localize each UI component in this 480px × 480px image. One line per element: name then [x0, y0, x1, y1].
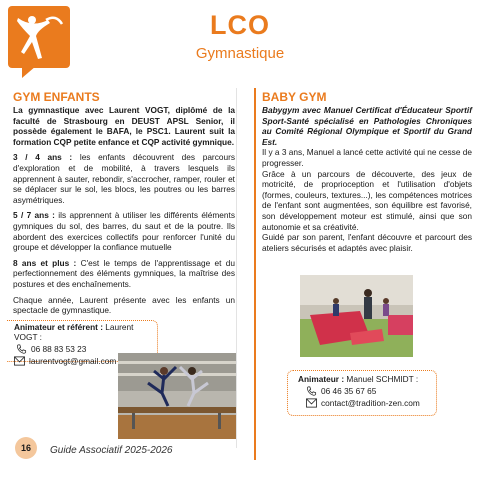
contact-name: Laurent VOGT :: [14, 322, 134, 342]
baby-p3: Guidé par son parent, l'enfant découvre et parcourt des ateliers sécurisés et adaptés avec plaisir.: [262, 232, 472, 253]
mail-icon: [306, 398, 317, 408]
mail-icon: [14, 356, 25, 366]
guide-footer: Guide Associatif 2025-2026: [50, 445, 173, 456]
photo-gymnasts-beam: [118, 353, 236, 439]
age-text-5-7: ils apprennent à utiliser les différents éléments gymniques du sol, des barres, du saut et de la poutre. Ils abordent des exercices collectifs pour renforcer l'unité du groupe et développer la confiance mutuelle: [13, 210, 235, 253]
gym-enfants-text: [13, 105, 235, 321]
contact-box-manuel: [287, 370, 437, 416]
page-subtitle: Gymnastique: [195, 45, 285, 62]
phone-number[interactable]: 06 46 35 67 65: [321, 386, 377, 396]
email-address[interactable]: laurentvogt@gmail.com: [29, 356, 117, 366]
section-title-gym-enfants: GYM ENFANTS: [13, 90, 100, 104]
phone-icon: [306, 386, 317, 396]
column-divider: [254, 88, 256, 460]
baby-p2: Grâce à un parcours de découverte, des jeux de motricité, de proprioception et l'utilisation d'objets (formes, couleurs, textures...), les compétences motrices de l'enfant sont augmentées, son équilibre est favorisé, son développement moteur est stimulé, ainsi que son autonomie et sa créativité.: [262, 168, 472, 232]
age-label-5-7: 5 / 7 ans :: [13, 210, 55, 221]
phone-icon: [16, 344, 27, 354]
page-title: LCO: [210, 10, 270, 40]
page-number: 16: [15, 437, 37, 459]
section-title-baby-gym: BABY GYM: [262, 90, 327, 104]
contact-name: Manuel SCHMIDT :: [344, 374, 419, 384]
age-label-3-4: 3 / 4 ans :: [13, 152, 73, 163]
contact-label: Animateur :: [298, 374, 345, 384]
email-address[interactable]: contact@tradition-zen.com: [321, 398, 420, 408]
photo-baby-gym: [300, 275, 413, 357]
baby-p1: Il y a 3 ans, Manuel a lancé cette activité qui ne cesse de progresser.: [262, 147, 472, 168]
spectacle-text: Chaque année, Laurent présente avec les enfants un spectacle de gymnastique.: [13, 294, 235, 316]
age-text-3-4: les enfants découvrent des parcours d'exploration et de mobilité, à travers lesquels ils apprennent à sauter, rebondir, s'accrocher, ramper, rouler et se déplacer sur le sol, les blocs, les poutres ou les barres asymétriques.: [13, 152, 235, 205]
phone-number[interactable]: 06 88 83 53 23: [31, 344, 87, 354]
contact-heading: [298, 374, 436, 384]
contact-label: Animateur et référent :: [14, 322, 103, 332]
baby-intro: Babygym avec Manuel Certificat d'Éducateur Sportif Sport-Santé spécialisé en Pathologies Chroniques au Comité Régional Olympique et Sportif du Grand Est.: [262, 105, 472, 147]
gym-intro: La gymnastique avec Laurent VOGT, diplômé de la faculté de Strasbourg en DEUST APSL Senior, il possède également le BAFA, le PSC1. Laurent suit la formation CQP petite enfance et CQP activité gymnique.: [13, 105, 235, 147]
baby-gym-text: [262, 105, 472, 258]
page-divider: [236, 88, 237, 448]
contact-heading: [14, 322, 157, 342]
age-label-8-plus: 8 ans et plus :: [13, 257, 77, 268]
age-text-8-plus: C'est le temps de l'apprentissage et du perfectionnement des éléments gymniques, la maîtrise des postures et des enchaînements.: [13, 257, 235, 289]
